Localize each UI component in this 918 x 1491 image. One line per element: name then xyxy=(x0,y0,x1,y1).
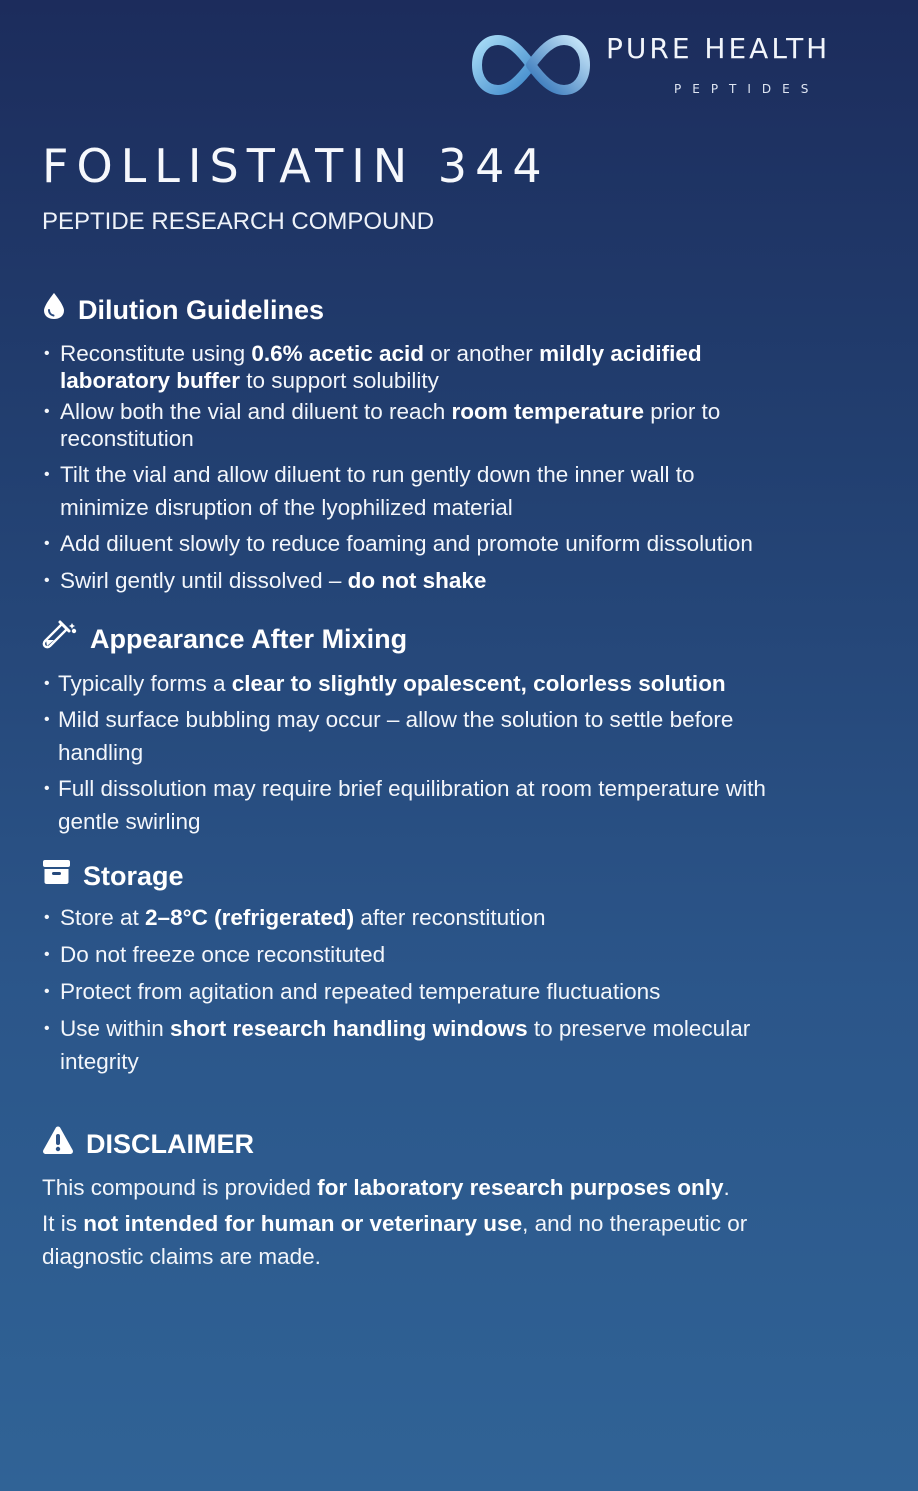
storage-section xyxy=(42,859,882,1078)
water-drop-icon xyxy=(42,292,66,328)
dilution-guidelines-section xyxy=(42,292,882,597)
storage-list xyxy=(42,901,882,1078)
warning-icon xyxy=(42,1125,74,1163)
section-heading xyxy=(42,859,882,893)
product-subtitle: PEPTIDE RESEARCH COMPOUND xyxy=(42,208,435,235)
list-item: • Mild surface bubbling may occur – allow the solution to settle before handling xyxy=(42,703,882,769)
brand-tagline: PEPTIDES xyxy=(674,82,820,96)
list-item: • Use within short research handling windows to preserve molecular integrity xyxy=(42,1012,882,1078)
disclaimer-heading: DISCLAIMER xyxy=(86,1129,254,1159)
list-item: • Protect from agitation and repeated temperature fluctuations xyxy=(42,975,882,1008)
appearance-list xyxy=(42,667,882,838)
section-heading xyxy=(42,1125,882,1163)
list-item: • Full dissolution may require brief equilibration at room temperature with gentle swirling xyxy=(42,772,882,838)
section-heading xyxy=(42,292,882,328)
disclaimer-line: This compound is provided for laboratory research purposes only. xyxy=(42,1175,730,1200)
list-item: • Add diluent slowly to reduce foaming and promote uniform dissolution xyxy=(42,527,882,560)
list-item: • Tilt the vial and allow diluent to run gently down the inner wall to minimize disruption of the lyophilized material xyxy=(42,458,882,524)
section-heading-text: Dilution Guidelines xyxy=(78,295,325,325)
disclaimer-section xyxy=(42,1125,882,1273)
infinity-logo-icon xyxy=(472,30,590,100)
list-item: • Do not freeze once reconstituted xyxy=(42,938,882,971)
storage-box-icon xyxy=(42,859,71,893)
disclaimer-line: diagnostic claims are made. xyxy=(42,1244,321,1269)
test-tube-icon xyxy=(42,619,78,659)
list-item: • Swirl gently until dissolved – do not shake xyxy=(42,564,882,597)
dilution-list xyxy=(42,340,882,597)
section-heading-text: Appearance After Mixing xyxy=(90,624,408,654)
list-item: • Reconstitute using 0.6% acetic acid or another mildly acidified laboratory buffer to support solubility xyxy=(42,340,882,394)
brand-logo xyxy=(472,30,892,102)
list-item: • Allow both the vial and diluent to reach room temperature prior to reconstitution xyxy=(42,398,882,452)
disclaimer-line: It is not intended for human or veterinary use, and no therapeutic or xyxy=(42,1211,748,1236)
disclaimer-text xyxy=(42,1171,882,1273)
product-title: FOLLISTATIN 344 xyxy=(42,139,550,193)
section-heading-text: Storage xyxy=(83,861,184,891)
list-item: • Typically forms a clear to slightly opalescent, colorless solution xyxy=(42,667,882,700)
section-heading xyxy=(42,619,882,659)
list-item: • Store at 2–8°C (refrigerated) after reconstitution xyxy=(42,901,882,934)
appearance-section xyxy=(42,619,882,838)
brand-name: PURE HEALTH xyxy=(606,32,831,65)
